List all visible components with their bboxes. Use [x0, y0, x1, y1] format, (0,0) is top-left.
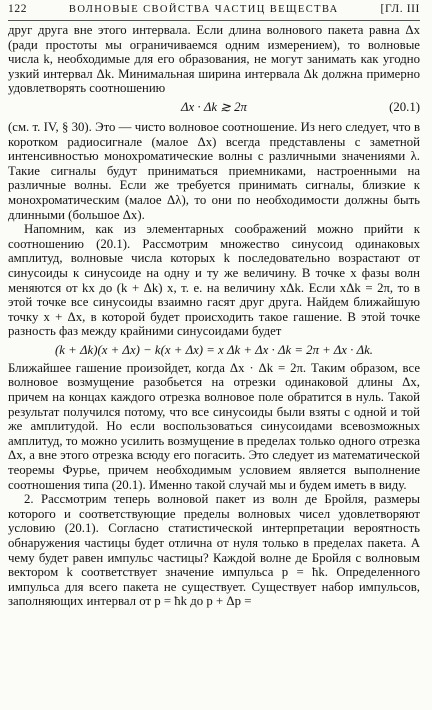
equation-number: (20.1): [389, 99, 420, 114]
paragraph-1: друг друга вне этого интервала. Если длина волнового пакета равна Δx (ради простоты мы ограничиваемся одним измерением), то волновые числа k, необходимые для его образования, не могут занимать как угодно узкий интервал Δk. Минимальная ширина интервала Δk должна примерно удовлетворять соотношению: [8, 23, 420, 96]
equation-expression: (k + Δk)(x + Δx) − k(x + Δx) = x Δk + Δx · Δk = 2π + Δx · Δk.: [55, 342, 373, 357]
page-number: 122: [8, 3, 28, 15]
paragraph-2: (см. т. IV, § 30). Это — чисто волновое соотношение. Из него следует, что в коротком радиосигнале (малое Δx) всегда представлены с заметной интенсивностью монохроматические волны с различными значениями λ. Такие сигналы будут приниматься приемниками, настроенными на различные волны. Если же требуется принимать сигналы, близкие к монохроматическим (малое Δλ), то они по необходимости должны быть длинными (большое Δx).: [8, 119, 420, 222]
paragraph-5: 2. Рассмотрим теперь волновой пакет из волн де Бройля, размеры которого и соответствующие пределы волновых чисел удовлетворяют условию (20.1). Согласно статистической интерпретации вероятность обнаружения частицы будет отлична от нуля только в пределах пакета. А чему будет равен импульс частицы? Каждой волне де Бройля с волновым вектором k соответствует значение импульса p = ħk. Определенного импульса для всего пакета не существует. Существует набор импульсов, заполняющих интервал от p = ħk до p + Δp =: [8, 492, 420, 609]
paragraph-4: Ближайшее гашение произойдет, когда Δx · Δk = 2π. Таким образом, все волновое возмущение разобьется на отрезки одинаковой длины Δx, причем на концах каждого отрезка волновое поле обратится в нуль. Такой результат получился потому, что все синусоиды были взяты с одной и той же амплитудой. Но если воспользоваться синусоидами всевозможных амплитуд, то можно усилить возмущение в пределах только одного отрезка Δx, а вне этого отрезка всюду его погасить. Это следует из математической теоремы Фурье, причем необходимым условием является выполнение соотношения типа (20.1). Именно такой случай мы и будем иметь в виду.: [8, 360, 420, 492]
running-title: ВОЛНОВЫЕ СВОЙСТВА ЧАСТИЦ ВЕЩЕСТВА: [68, 4, 339, 15]
equation-20-1: [8, 97, 420, 119]
equation-expression: Δx · Δk ≳ 2π: [181, 99, 247, 114]
paragraph-3: Напомним, как из элементарных соображений можно прийти к соотношению (20.1). Рассмотрим множество синусоид одинаковых амплитуд, волновые числа которых k последовательно возрастают от синусоиды к синусоиде на одну и ту же величину. В точке x фазы волн меняются от kx до (k + Δk) x, т. е. на величину xΔk. Если xΔk = 2π, то в этой точке все синусоиды взаимно гасят друг друга. Найдем ближайшую точку x + Δx, в которой будет происходить такое гашение. В этой точке разность фаз между крайними синусоидами будет: [8, 222, 420, 339]
equation-phase-difference: [8, 340, 420, 360]
running-header: [8, 3, 420, 21]
chapter-marker: [ГЛ. III: [380, 3, 420, 15]
